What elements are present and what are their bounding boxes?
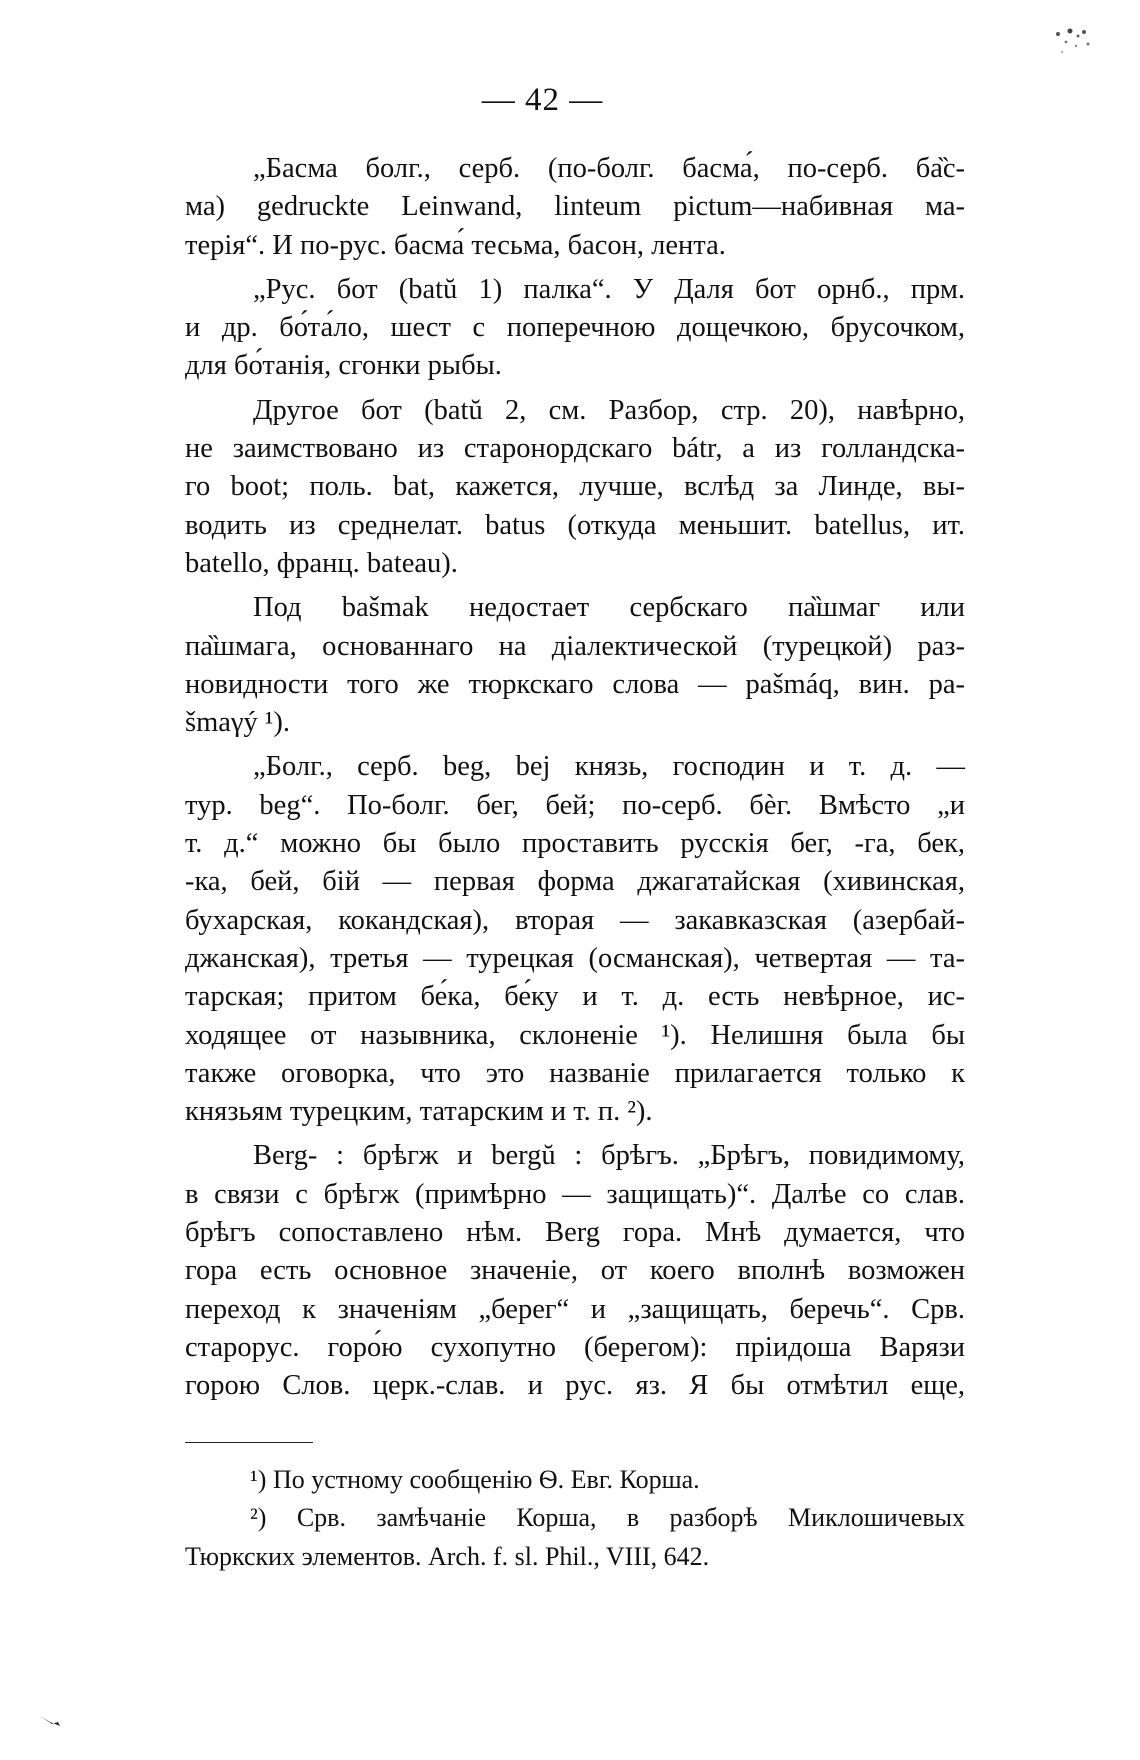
text-line: старорус. горо́ю сухопутно (берегом): пріидоша Варязи [185, 1331, 965, 1363]
text-line: терія“. И по-рус. басма́ тесьма, басон, лента. [185, 229, 726, 261]
text-line: новидности того же тюркскаго слова — pašmáq, вин. pa- [185, 668, 965, 700]
text-line: Под bašmak недостает сербскаго па̏шмаг или [253, 592, 965, 624]
main-text [185, 150, 965, 1412]
footnote-2-continuation: Тюркских элементов. Arch. f. sl. Phil., VIII, 642. [185, 1541, 710, 1571]
text-line: не заимствовано из старонордскаго bátr, а из голландска- [185, 433, 965, 465]
text-line: ходящее от назывника, склоненіе ¹). Нелишня была бы [185, 1019, 965, 1051]
paper-specks-decoration [1040, 22, 1100, 62]
text-line: „Басма болг., серб. (по-болг. басма́, по-серб. ба̏с- [253, 153, 965, 184]
text-line: „Рус. бот (batŭ 1) палка“. У Даля бот орнб., прм. [253, 273, 965, 305]
text-line: также оговорка, что это названіе прилагается только к [185, 1057, 965, 1089]
text-line: переход к значеніям „берег“ и „защищать, беречь“. Срв. [185, 1293, 965, 1325]
footnotes [185, 1462, 965, 1577]
paragraph-bot [185, 271, 965, 386]
text-line: водить из среднелат. batus (откуда меньшит. batellus, ит. [185, 509, 965, 541]
text-line: брѣгъ сопоставлено нѣм. Berg гора. Мнѣ думается, что [185, 1217, 965, 1249]
text-line: тарская; притом бе́ка, бе́ку и т. д. есть невѣрное, ис- [185, 981, 965, 1013]
ink-mark-decoration [38, 1710, 78, 1740]
text-line: -ка, бей, бій — первая форма джагатайская (хивинская, [185, 866, 965, 898]
paragraph-basma [185, 150, 965, 265]
text-line: Berg- : брѣгж и bergŭ : брѣгъ. „Брѣгъ, повидимому, [253, 1140, 965, 1172]
text-line: batello, франц. bateau). [185, 547, 458, 579]
paragraph-beg [185, 748, 965, 1131]
text-line: т. д.“ можно бы было проставить русскія бег, -га, бек, [185, 828, 965, 860]
text-line: горою Слов. церк.-слав. и рус. яз. Я бы отмѣтил еще, [185, 1370, 965, 1402]
text-line: в связи с брѣгж (примѣрно — защищать)“. Далѣе со слав. [185, 1178, 965, 1210]
paragraph-bashmak [185, 589, 965, 742]
footnote-divider [185, 1442, 313, 1443]
text-line: Другое бот (batŭ 2, см. Разбор, стр. 20), навѣрно, [253, 394, 965, 426]
page-number: — 42 — [481, 82, 604, 118]
paragraph-berg [185, 1137, 965, 1405]
text-line: „Болг., серб. beg, bej князь, господин и т. д. — [253, 751, 965, 783]
text-line: для бо́танія, сгонки рыбы. [185, 350, 502, 382]
text-line: го boot; поль. bat, кажется, лучше, вслѣд за Линде, вы- [185, 471, 965, 503]
text-line: бухарская, кокандская), вторая — закавказская (азербай- [185, 904, 965, 936]
footnote-1: ¹) По устному сообщенію Ѳ. Евг. Корша. [250, 1465, 700, 1494]
footnote-2: ²) Срв. замѣчаніе Корша, в разборѣ Миклошичевых [250, 1503, 965, 1533]
text-line: šmaγý ¹). [185, 707, 291, 739]
text-line: па̏шмага, основаннаго на діалектической (турецкой) раз- [185, 630, 965, 662]
text-line: князьям турецким, татарским и т. п. ²). [185, 1096, 653, 1128]
text-line: и др. бо́та́ло, шест с поперечною дощечкою, брусочком, [185, 312, 965, 344]
text-line: джанская), третья — турецкая (османская), четвертая — та- [185, 942, 965, 974]
text-line: гора есть основное значеніе, от коего вполнѣ возможен [185, 1255, 965, 1287]
text-line: тур. beg“. По-болг. бег, бей; по-серб. бѐг. Вмѣсто „и [185, 789, 965, 821]
paragraph-bot-2 [185, 392, 965, 583]
text-line: ма) gedruckte Leinwand, linteum pictum—набивная ма- [185, 191, 965, 223]
